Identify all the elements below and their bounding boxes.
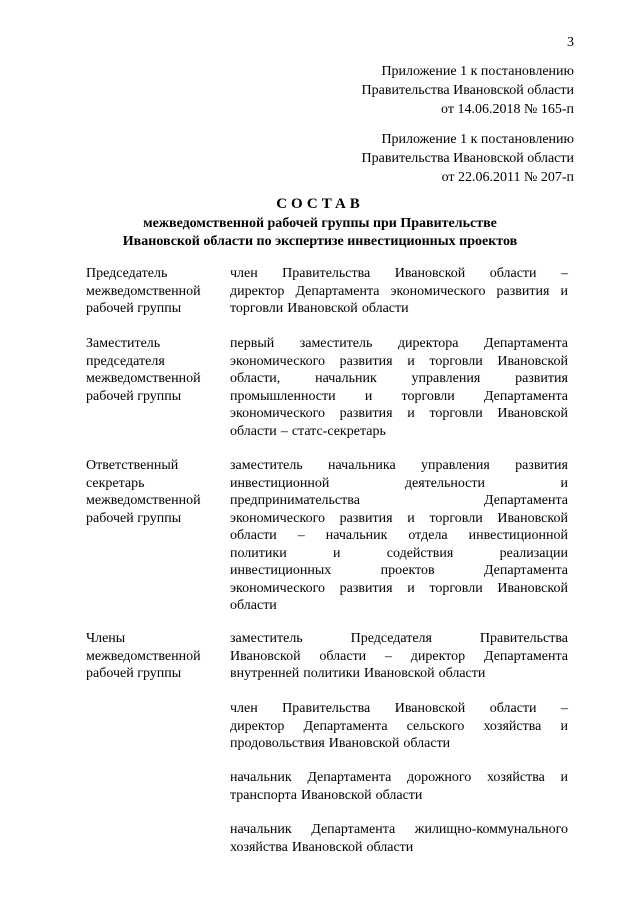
word: Ивановской [497,580,568,596]
word: Ивановской [497,510,568,526]
role-line: председателя [86,353,165,369]
word: Ивановской [328,736,400,751]
appendix-line: от 14.06.2018 № 165-п [441,102,574,117]
word: директор [230,718,285,734]
description-line [230,839,568,857]
word: начальник [230,770,292,785]
word: Ивановской [394,701,466,716]
word: торговли [429,353,483,369]
description-line [230,265,568,283]
description-line [230,700,568,718]
description-line [230,457,568,475]
word: хозяйства [483,718,542,734]
word: содействия [386,545,454,561]
role-line: рабочей группы [86,388,182,404]
word: Ивановской [394,266,466,281]
word: развития [339,353,393,369]
description-line [230,821,568,839]
word: экономического [230,353,325,369]
word: области [230,528,277,543]
word: Департамента [483,493,568,508]
word: Департамента [483,648,568,664]
word: инвестиционной [230,475,330,491]
word: инвестиционной [468,528,568,543]
subtitle-line: Ивановской области по экспертизе инвестиционных проектов [122,234,518,249]
role-line: Заместитель [86,336,161,351]
role-label [86,265,216,318]
word: первый [230,336,275,351]
word: и [560,770,568,785]
word: и [560,475,568,491]
document-subtitle [0,215,640,251]
word: заместитель [230,458,303,473]
description-line [230,562,568,580]
word: управления [411,371,481,386]
word: области, [230,371,281,386]
word: Ивановской [287,301,358,316]
role-description [230,265,568,318]
word: член [230,701,258,716]
word: и [332,545,341,561]
word: Ивановской [497,406,568,421]
description-line [230,580,568,598]
word: области [375,787,423,803]
role-line: Председатель [86,266,168,281]
description-line [230,648,568,666]
word: политики [303,666,360,681]
description-line [230,665,568,683]
word: развития [515,458,568,473]
word: области [319,648,367,664]
word: член [230,266,258,281]
word: области [403,736,451,751]
word: торговли [429,510,483,526]
word: заместитель [230,631,303,646]
role-line: Ответственный [86,458,179,473]
word: развития [339,580,393,596]
word: области [438,666,486,681]
description-line [230,370,568,388]
description-line [230,545,568,563]
word: транспорта [230,787,298,803]
word: директора [397,336,459,351]
word: развития [339,510,393,526]
word: Департамента [303,718,388,734]
description-line [230,475,568,493]
word: и [407,406,415,421]
description-line [230,283,568,301]
word: Ивановской [301,787,372,803]
word: начальник [325,528,388,543]
word: статс-секретарь [291,423,386,439]
word: внутренней [230,666,300,681]
description-line [230,353,568,371]
word: торговли [230,301,284,316]
word: жилищно-коммунального [414,822,568,837]
role-line: Члены [86,631,126,646]
appendix-line: Приложение 1 к постановлению [381,64,574,79]
appendix-line: Приложение 1 к постановлению [381,132,574,147]
word: и [407,510,415,526]
description-line [230,527,568,545]
role-line: рабочей группы [86,666,182,681]
word: начальника [328,458,396,473]
role-label [86,457,216,527]
word: области [366,839,414,855]
role-line: межведомственной [86,371,201,386]
word: торговли [429,406,483,421]
document-title: СОСТАВ [276,196,364,212]
subtitle-line: межведомственной рабочей группы при Правительстве [143,216,497,231]
role-line: межведомственной [86,493,201,508]
word: предпринимательства [230,493,360,508]
word: Департамента [483,563,568,578]
word: области [489,266,537,281]
description-line [230,388,568,406]
word: – [280,423,288,439]
word: экономического [230,510,325,526]
role-description [230,769,568,804]
appendix-note-original [362,130,574,187]
description-line [230,597,568,615]
word: Правительства [282,701,371,716]
role-description [230,457,568,615]
role-line: рабочей группы [86,510,182,526]
role-label [86,335,216,405]
word: области [230,423,277,439]
description-line [230,787,568,805]
word: Ивановской [364,666,435,681]
word: сельского [406,718,465,734]
word: Ивановской [497,353,568,369]
role-description [230,335,568,440]
description-line [230,769,568,787]
word: и [407,580,415,596]
word: торговли [429,580,483,596]
word: отдела [408,528,448,543]
word: начальник [315,371,377,386]
word: продовольствия [230,736,325,751]
word: экономического [390,283,486,299]
word: управления [421,458,490,473]
word: Правительства [479,631,568,646]
word: области [230,598,277,613]
word: деятельности [404,475,486,491]
description-line [230,735,568,753]
word: директор [410,648,466,664]
word: Департамента [311,822,396,837]
word: Председателя [350,631,432,646]
word: экономического [230,580,325,596]
word: инвестиционных [230,563,332,578]
word: и [560,283,568,299]
word: Департамента [307,770,392,785]
word: начальник [230,822,292,837]
appendix-note-current [362,62,574,119]
word: Департамента [295,283,380,299]
appendix-line: от 22.06.2011 № 207-п [441,170,574,185]
appendix-line: Правительства Ивановской области [361,151,574,166]
word: директор [230,283,285,299]
word: Ивановской [230,648,301,664]
description-line [230,405,568,423]
description-line [230,335,568,353]
word: – [384,648,392,664]
word: и [560,718,568,734]
word: и [407,353,415,369]
word: области [489,701,537,716]
description-line [230,630,568,648]
word: проектов [380,563,435,578]
word: – [560,266,568,281]
word: развития [496,283,550,299]
word: развития [339,406,393,421]
description-line [230,300,568,318]
word: Ивановской [291,839,363,855]
word: политики [230,545,287,561]
description-line [230,510,568,528]
word: Правительства [282,266,371,281]
word: торговли [401,388,455,404]
page-number: 3 [567,35,574,50]
word: области [361,301,409,316]
role-line: межведомственной [86,283,201,299]
description-line [230,423,568,441]
role-description [230,700,568,753]
word: заместитель [299,336,373,351]
description-line [230,492,568,510]
word: экономического [230,406,325,421]
word: хозяйства [486,770,545,785]
role-line: секретарь [86,475,145,491]
word: Департамента [483,336,568,351]
word: дорожного [406,770,472,785]
word: – [297,528,305,543]
role-description [230,821,568,856]
word: хозяйства [230,839,288,855]
word: – [560,701,568,716]
description-line [230,718,568,736]
word: развития [515,371,568,386]
role-label [86,630,216,683]
word: Департамента [483,388,568,404]
role-line: межведомственной [86,648,201,664]
word: и [364,388,373,404]
word: реализации [499,545,568,561]
appendix-line: Правительства Ивановской области [361,83,574,98]
word: промышленности [230,388,336,404]
role-line: рабочей группы [86,301,182,316]
role-description [230,630,568,683]
